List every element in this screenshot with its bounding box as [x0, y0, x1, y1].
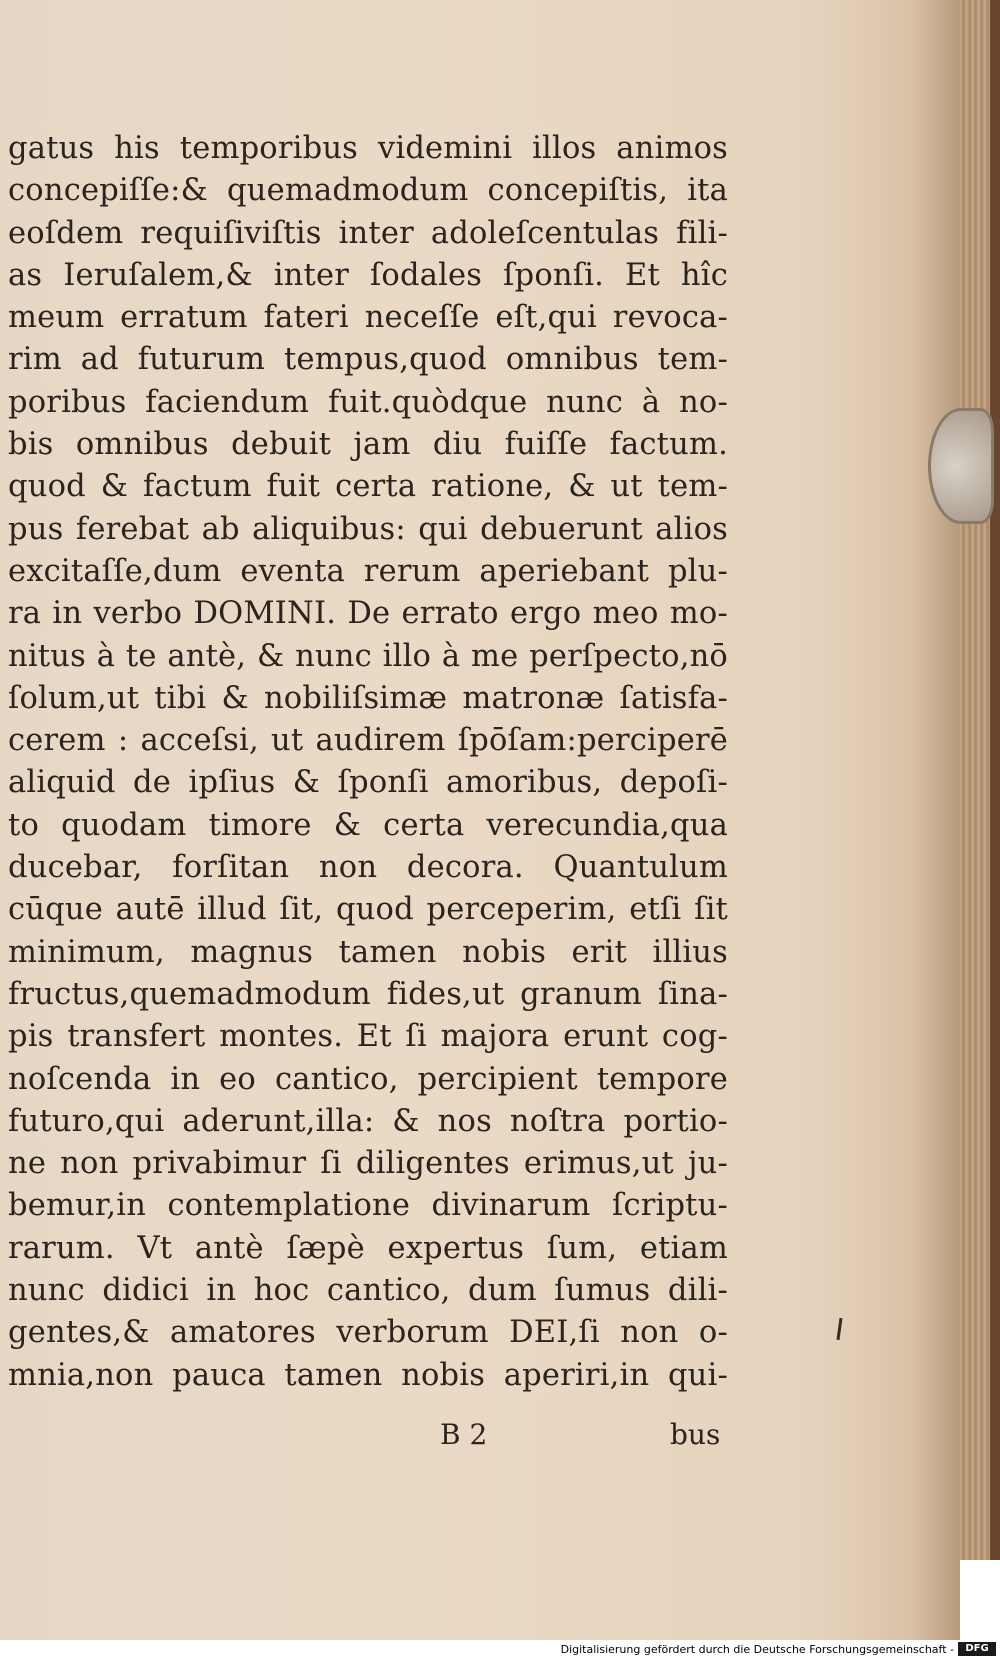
text-line: gentes,& amatores verborum DEI,ſi non o- — [8, 1315, 728, 1351]
text-line: bis omnibus debuit jam diu fuiſſe factum. — [8, 427, 728, 463]
text-line: nunc didici in hoc cantico, dum ſumus dili- — [8, 1273, 728, 1309]
catchword: bus — [670, 1418, 721, 1451]
text-line: to quodam timore & certa verecundia,qua — [8, 807, 728, 843]
dfg-logo: DFG — [958, 1642, 996, 1656]
text-line: aliquid de ipſius & ſponſi amoribus, depoſi- — [8, 765, 728, 801]
text-line: quod & factum fuit certa ratione, & ut tem- — [8, 469, 728, 505]
page-clip — [928, 408, 994, 524]
text-line: minimum, magnus tamen nobis erit illius — [8, 934, 728, 970]
text-line: cerem : acceſsi, ut audirem ſpōſam:perciperē — [8, 723, 728, 759]
book-cover-edge — [990, 0, 1000, 1560]
signature-mark: B 2 — [440, 1418, 488, 1451]
text-line: excitaſſe,dum eventa rerum aperiebant plu- — [8, 553, 728, 589]
text-line: fructus,quemadmodum fides,ut granum ſina- — [8, 976, 728, 1012]
text-line: rim ad futurum tempus,quod omnibus tem- — [8, 342, 728, 378]
text-line: meum erratum fateri neceſſe eſt,qui revoca- — [8, 300, 728, 336]
text-line: as Ieruſalem,& inter ſodales ſponſi. Et hîc — [8, 257, 728, 293]
text-line: mnia,non pauca tamen nobis aperiri,in qui- — [8, 1357, 728, 1393]
text-line: rarum. Vt antè ſæpè expertus ſum, etiam — [8, 1230, 728, 1266]
text-line: nitus à te antè, & nunc illo à me perſpecto,nō — [8, 638, 728, 674]
text-line: cūque autē illud ſit, quod perceperim, etſi ſit — [8, 892, 728, 928]
text-line: bemur,in contemplatione divinarum ſcriptu- — [8, 1188, 728, 1224]
text-line: ſolum,ut tibi & nobiliſsimæ matronæ ſatisfa- — [8, 680, 728, 716]
text-line: noſcenda in eo cantico, percipient tempore — [8, 1061, 728, 1097]
text-line: concepiſſe:& quemadmodum concepiſtis, ita — [8, 173, 728, 209]
text-line: eoſdem requiſiviſtis inter adoleſcentulas fili- — [8, 215, 728, 251]
text-line: ne non privabimur ſi diligentes erimus,ut ju- — [8, 1146, 728, 1182]
text-line: ducebar, forſitan non decora. Quantulum — [8, 850, 728, 886]
body-text — [8, 128, 728, 1397]
text-line: futuro,qui aderunt,illa: & nos noſtra portio- — [8, 1103, 728, 1139]
text-line: pis transfert montes. Et ſi majora erunt cog- — [8, 1019, 728, 1055]
text-line: poribus faciendum fuit.quòdque nunc à no- — [8, 384, 728, 420]
digitization-credit: Digitalisierung gefördert durch die Deutsche Forschungsgemeinschaft - — [560, 1643, 954, 1656]
text-line: pus ferebat ab aliquibus: qui debuerunt alios — [8, 511, 728, 547]
text-line: gatus his temporibus videmini illos animos — [8, 131, 728, 166]
text-line: ra in verbo DOMINI. De errato ergo meo mo- — [8, 596, 728, 632]
